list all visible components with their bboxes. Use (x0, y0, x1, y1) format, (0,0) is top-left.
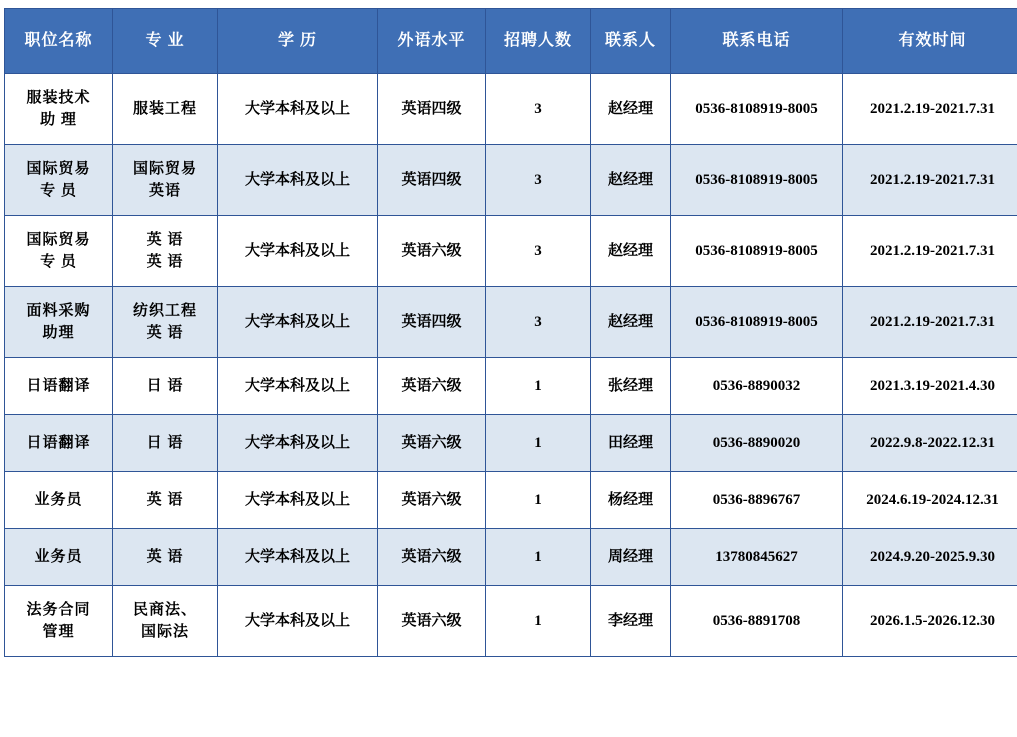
cell-major: 日 语 (113, 415, 218, 472)
cell-position: 业务员 (5, 529, 113, 586)
cell-period: 2024.9.20-2025.9.30 (843, 529, 1017, 586)
column-header-phone: 联系电话 (671, 9, 843, 74)
cell-language: 英语六级 (378, 415, 486, 472)
cell-period: 2022.9.8-2022.12.31 (843, 415, 1017, 472)
position-line-2: 助理 (42, 325, 75, 341)
position-line-1: 服装技术 (26, 89, 91, 106)
cell-language: 英语六级 (378, 472, 486, 529)
cell-period: 2021.2.19-2021.7.31 (843, 74, 1017, 145)
major-line-2: 英 语 (146, 254, 184, 270)
position-line-2: 助 理 (40, 112, 77, 128)
cell-period: 2021.2.19-2021.7.31 (843, 216, 1017, 287)
column-header-education: 学 历 (218, 9, 378, 74)
cell-contact: 张经理 (591, 358, 671, 415)
cell-position: 业务员 (5, 472, 113, 529)
cell-period: 2021.2.19-2021.7.31 (843, 287, 1017, 358)
cell-count: 3 (486, 145, 591, 216)
job-listing-table (4, 8, 1017, 657)
cell-phone: 0536-8890020 (671, 415, 843, 472)
cell-language: 英语六级 (378, 586, 486, 657)
cell-phone: 0536-8108919-8005 (671, 145, 843, 216)
cell-education: 大学本科及以上 (218, 74, 378, 145)
table-row (5, 287, 1017, 358)
table-row (5, 586, 1017, 657)
major-line-1: 国际贸易 (132, 160, 197, 177)
major-line-2: 英 语 (146, 325, 184, 341)
cell-phone: 0536-8108919-8005 (671, 216, 843, 287)
cell-major (113, 216, 218, 287)
cell-major: 英 语 (113, 529, 218, 586)
table-row (5, 145, 1017, 216)
cell-count: 1 (486, 472, 591, 529)
cell-major: 英 语 (113, 472, 218, 529)
cell-count: 1 (486, 529, 591, 586)
cell-position (5, 586, 113, 657)
position-line-2: 专 员 (40, 254, 77, 270)
cell-language: 英语六级 (378, 358, 486, 415)
table-row (5, 415, 1017, 472)
column-header-major: 专 业 (113, 9, 218, 74)
cell-contact: 杨经理 (591, 472, 671, 529)
cell-count: 1 (486, 358, 591, 415)
cell-major (113, 145, 218, 216)
cell-contact: 李经理 (591, 586, 671, 657)
major-line-1: 服装工程 (132, 100, 197, 117)
cell-contact: 赵经理 (591, 216, 671, 287)
cell-language: 英语四级 (378, 287, 486, 358)
cell-education: 大学本科及以上 (218, 358, 378, 415)
cell-contact: 赵经理 (591, 287, 671, 358)
cell-position (5, 74, 113, 145)
cell-language: 英语四级 (378, 145, 486, 216)
cell-count: 3 (486, 216, 591, 287)
cell-major (113, 586, 218, 657)
cell-period: 2024.6.19-2024.12.31 (843, 472, 1017, 529)
major-line-2: 英语 (148, 183, 181, 199)
cell-period: 2021.2.19-2021.7.31 (843, 145, 1017, 216)
table-row (5, 216, 1017, 287)
cell-phone: 0536-8896767 (671, 472, 843, 529)
column-header-language: 外语水平 (378, 9, 486, 74)
cell-period: 2026.1.5-2026.12.30 (843, 586, 1017, 657)
position-line-1: 国际贸易 (26, 160, 91, 177)
major-line-2: 国际法 (140, 624, 189, 640)
cell-language: 英语四级 (378, 74, 486, 145)
table-body (5, 74, 1017, 657)
table-header (5, 9, 1017, 74)
position-line-2: 管理 (42, 624, 75, 640)
cell-contact: 周经理 (591, 529, 671, 586)
header-row (5, 9, 1017, 74)
cell-count: 1 (486, 586, 591, 657)
cell-contact: 赵经理 (591, 145, 671, 216)
cell-position: 日语翻译 (5, 358, 113, 415)
cell-phone: 0536-8890032 (671, 358, 843, 415)
cell-position (5, 145, 113, 216)
cell-language: 英语六级 (378, 529, 486, 586)
cell-period: 2021.3.19-2021.4.30 (843, 358, 1017, 415)
cell-phone: 0536-8108919-8005 (671, 74, 843, 145)
position-line-2: 专 员 (40, 183, 77, 199)
cell-major (113, 74, 218, 145)
cell-education: 大学本科及以上 (218, 586, 378, 657)
cell-education: 大学本科及以上 (218, 415, 378, 472)
major-line-1: 民商法、 (132, 601, 197, 618)
cell-education: 大学本科及以上 (218, 145, 378, 216)
cell-education: 大学本科及以上 (218, 216, 378, 287)
cell-phone: 13780845627 (671, 529, 843, 586)
cell-education: 大学本科及以上 (218, 472, 378, 529)
cell-position: 日语翻译 (5, 415, 113, 472)
cell-count: 1 (486, 415, 591, 472)
cell-contact: 赵经理 (591, 74, 671, 145)
cell-contact: 田经理 (591, 415, 671, 472)
major-line-1: 英 语 (146, 231, 184, 248)
column-header-count: 招聘人数 (486, 9, 591, 74)
position-line-1: 国际贸易 (26, 231, 91, 248)
table-row (5, 529, 1017, 586)
column-header-contact: 联系人 (591, 9, 671, 74)
position-line-1: 法务合同 (26, 601, 91, 618)
column-header-period: 有效时间 (843, 9, 1017, 74)
major-line-1: 纺织工程 (132, 302, 197, 319)
cell-language: 英语六级 (378, 216, 486, 287)
column-header-position: 职位名称 (5, 9, 113, 74)
cell-phone: 0536-8108919-8005 (671, 287, 843, 358)
cell-position (5, 216, 113, 287)
cell-phone: 0536-8891708 (671, 586, 843, 657)
cell-position (5, 287, 113, 358)
position-line-1: 面料采购 (26, 302, 91, 319)
table-row (5, 74, 1017, 145)
table-row (5, 472, 1017, 529)
cell-education: 大学本科及以上 (218, 529, 378, 586)
table-row (5, 358, 1017, 415)
cell-major: 日 语 (113, 358, 218, 415)
cell-major (113, 287, 218, 358)
cell-count: 3 (486, 74, 591, 145)
cell-count: 3 (486, 287, 591, 358)
cell-education: 大学本科及以上 (218, 287, 378, 358)
